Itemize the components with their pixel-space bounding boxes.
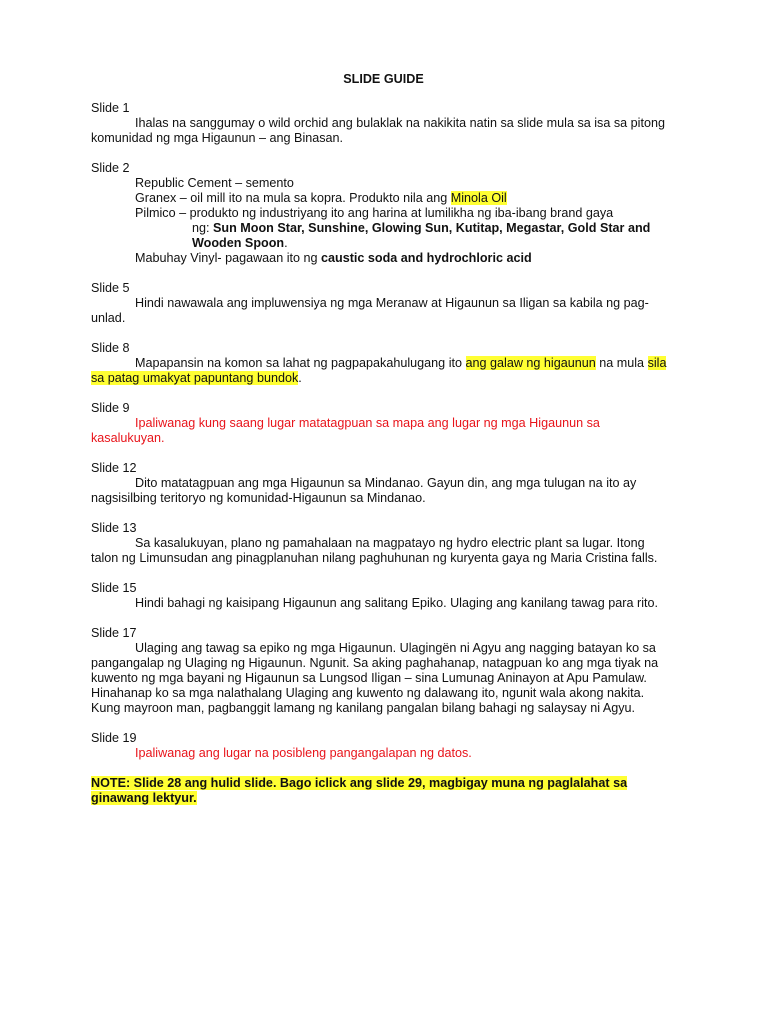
slide-note-pilmico — [135, 206, 668, 251]
slide8-text-c: . — [298, 371, 302, 385]
slide-15-section — [91, 581, 668, 611]
slide-label: Slide 17 — [91, 626, 137, 640]
slide-note: Ihalas na sanggumay o wild orchid ang bulaklak na nakikita natin sa slide mula sa isa sa pitong komunidad ng mga Higaunun – ang Binasan. — [91, 116, 665, 145]
slide-label: Slide 5 — [91, 281, 130, 295]
slide-note: Hindi bahagi ng kaisipang Higaunun ang salitang Epiko. Ulaging ang kanilang tawag para rito. — [135, 596, 658, 610]
note-highlight: NOTE: Slide 28 ang hulid slide. Bago iclick ang slide 29, magbigay muna ng paglalahat sa ginawang lektyur. — [91, 776, 628, 805]
pilmico-brands: Sun Moon Star, Sunshine, Glowing Sun, Kutitap, Megastar, Gold Star and Wooden Spoon — [192, 221, 651, 250]
vinyl-products: caustic soda and hydrochloric acid — [321, 251, 532, 265]
highlight-minola: Minola Oil — [450, 191, 507, 205]
slide-label: Slide 1 — [91, 101, 130, 115]
slide8-text-a: Mapapansin na komon sa lahat ng pagpapakahulugang ito — [135, 356, 466, 370]
slide-label: Slide 15 — [91, 581, 137, 595]
slide-note: Ulaging ang tawag sa epiko ng mga Higaunun. Ulagingën ni Agyu ang nagging batayan ko sa pangangalap ng Ulaging ng Higaunun. Ngunit. Sa aking paghahanap, natagpuan ko ang mga tiyak na kuwento ng mga bayani ng Higaunun sa Lungsod Iligan – sina Lumunag Aninayon at Apu Pamulaw. Hinahanap ko sa mga nalathalang Ulaging ang kuwento ng dalawang ito, ngunit wala akong nakita. Kung mayroon man, pagbanggit lamang ng kanilang pangalan bilang bahagi ng salaysay ni Agyu. — [91, 641, 659, 715]
slide-1-section — [91, 101, 668, 146]
slide-note-granex — [135, 191, 668, 206]
slide-17-section — [91, 626, 668, 716]
slide-label: Slide 9 — [91, 401, 130, 415]
slide-13-section — [91, 521, 668, 566]
slide-19-section — [91, 731, 668, 761]
slide-note-vinyl — [135, 251, 668, 266]
highlight-galaw: ang galaw ng higaunun — [465, 356, 596, 370]
slide-note: Dito matatagpuan ang mga Higaunun sa Mindanao. Gayun din, ang mga tulugan na ito ay nagsisilbing teritoryo ng komunidad-Higaunun sa Mindanao. — [91, 476, 637, 505]
slide-note: Hindi nawawala ang impluwensiya ng mga Meranaw at Higaunun sa Iligan sa kabila ng pag-unlad. — [91, 296, 649, 325]
pilmico-lead: ng: — [192, 221, 214, 235]
slide8-text-b: na mula — [595, 356, 648, 370]
slide-5-section — [91, 281, 668, 326]
slide-instruction: Ipaliwanag kung saang lugar matatagpuan sa mapa ang lugar ng mga Higaunun sa kasalukuyan. — [91, 416, 600, 445]
page-title: SLIDE GUIDE — [343, 72, 424, 86]
slide-label: Slide 2 — [91, 161, 130, 175]
slide-2-section — [91, 161, 668, 266]
granex-text: Granex – oil mill ito na mula sa kopra. Produkto nila ang — [135, 191, 451, 205]
slide-note-cement: Republic Cement – semento — [135, 176, 294, 190]
vinyl-text: Mabuhay Vinyl- pagawaan ito ng — [135, 251, 321, 265]
highlight-patag: sila sa patag umakyat papuntang bundok — [91, 356, 667, 385]
pilmico-brands-line — [135, 221, 668, 251]
slide-label: Slide 12 — [91, 461, 137, 475]
slide-instruction: Ipaliwanag ang lugar na posibleng pangangalapan ng datos. — [135, 746, 472, 760]
slide-9-section — [91, 401, 668, 446]
pilmico-end: . — [284, 236, 288, 250]
slide-12-section — [91, 461, 668, 506]
slide-8-section — [91, 341, 668, 386]
slide-label: Slide 13 — [91, 521, 137, 535]
slide-label: Slide 8 — [91, 341, 130, 355]
slide-note — [91, 356, 668, 386]
slide-label: Slide 19 — [91, 731, 137, 745]
slide-note: Sa kasalukuyan, plano ng pamahalaan na magpatayo ng hydro electric plant sa lugar. Itong talon ng Limunsudan ang pinagplanuhan nilang paghuhunan ng kuryenta gaya ng Maria Cristina falls. — [91, 536, 658, 565]
pilmico-text: Pilmico – produkto ng industriyang ito ang harina at lumilikha ng iba-ibang brand gaya — [135, 206, 614, 220]
closing-note — [91, 776, 668, 806]
